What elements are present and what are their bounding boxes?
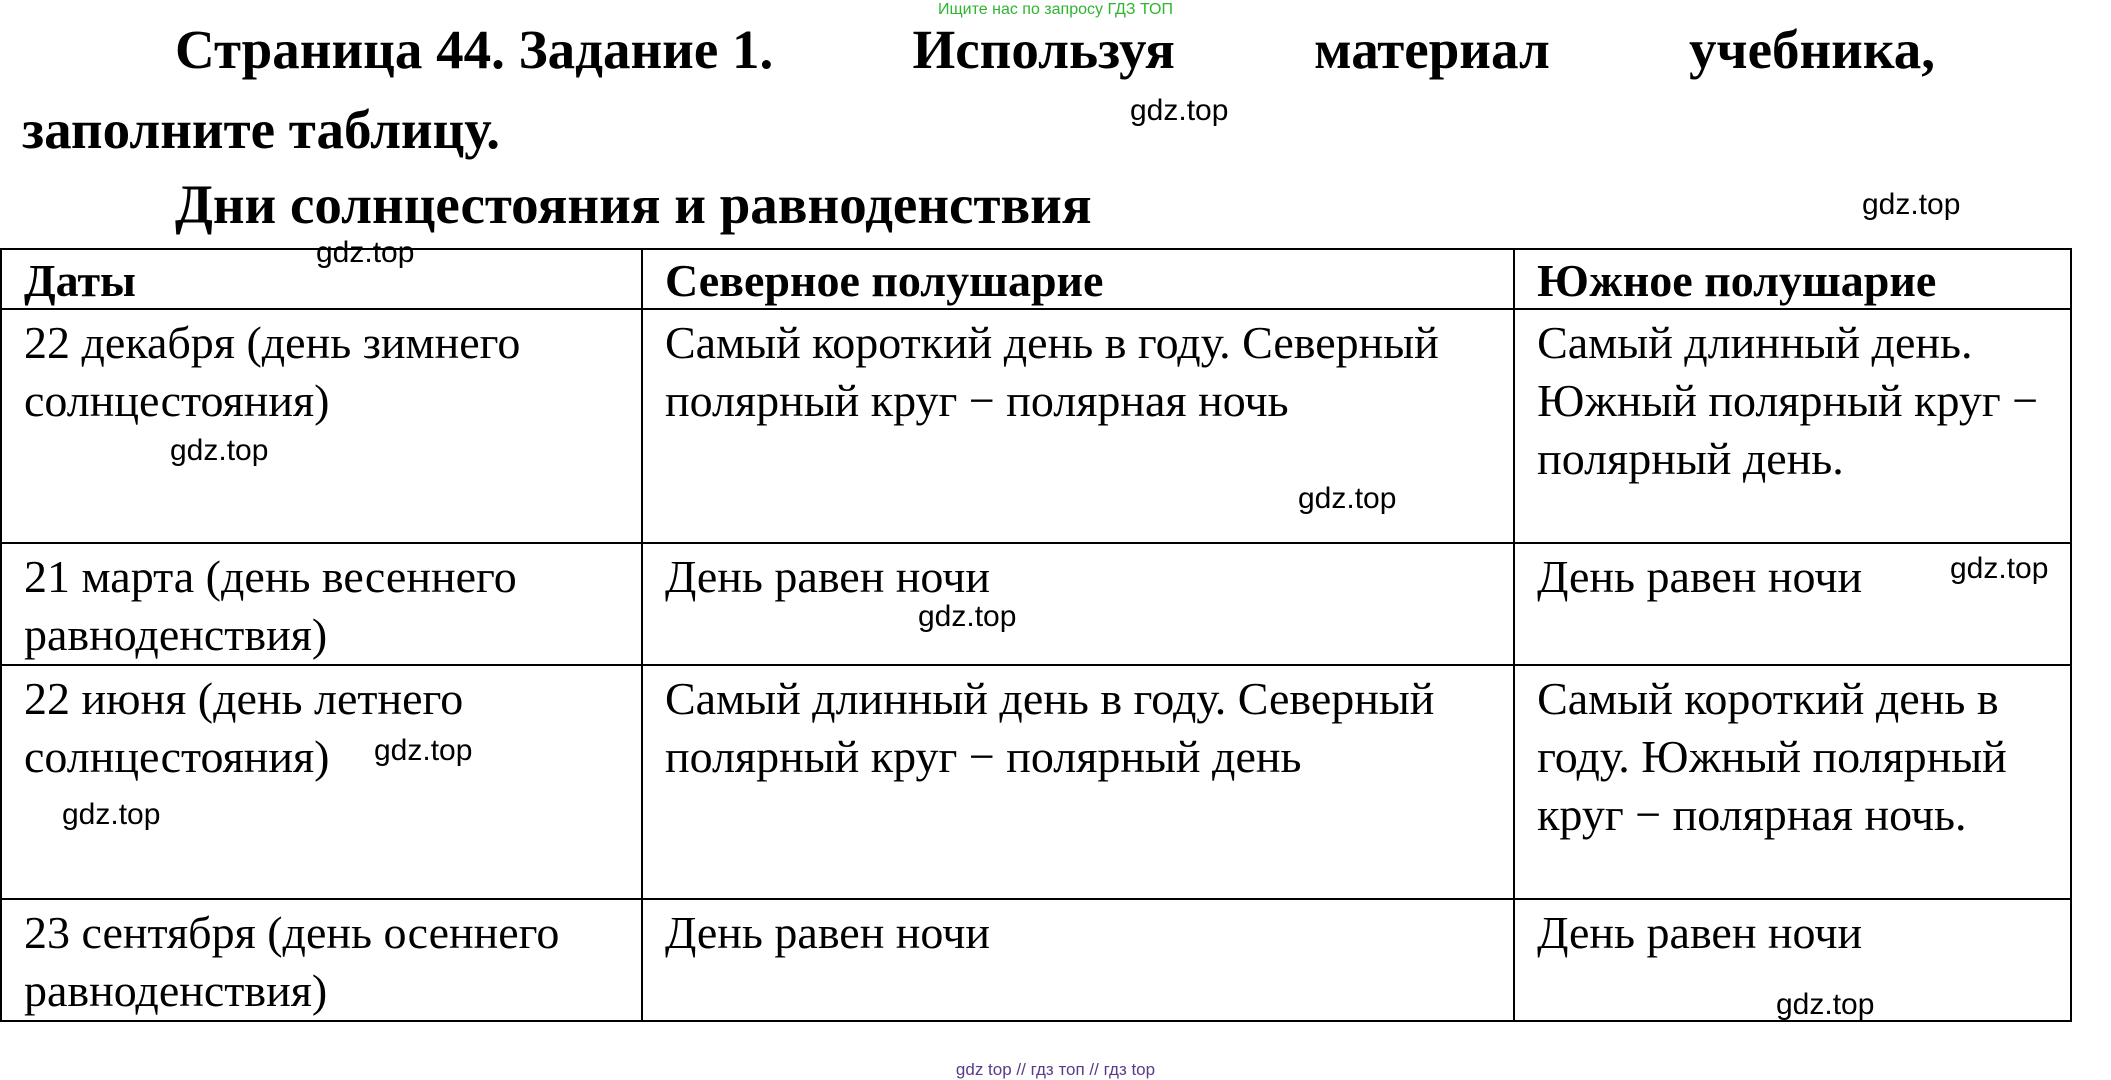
task-heading-line1 [175,20,1935,80]
cell-date: 21 марта (день весеннего равноденствия) [1,543,642,665]
cell-date: 22 июня (день летнего солнцестояния) [1,665,642,899]
heading-word-4: учебника, [1689,19,1935,80]
watermark: gdz.top [1298,482,1397,515]
top-banner: Ищите нас по запросу ГДЗ ТОП [938,1,1173,18]
header-dates: Даты [1,249,642,309]
cell-north: День равен ночи [642,899,1514,1021]
watermark: gdz.top [62,798,161,831]
table-row [1,665,2071,899]
cell-north: Самый короткий день в году. Северный полярный круг − полярная ночь [642,309,1514,543]
cell-south: День равен ночи [1514,899,2071,1021]
table-row [1,899,2071,1021]
cell-south: Самый короткий день в году. Южный полярный круг − полярная ночь. [1514,665,2071,899]
header-south: Южное полушарие [1514,249,2071,309]
heading-word-3: материал [1314,19,1550,80]
cell-north: Самый длинный день в году. Северный полярный круг − полярный день [642,665,1514,899]
watermark: gdz.top [1862,188,1961,221]
cell-north: День равен ночи [642,543,1514,665]
solstice-table [0,248,2072,1022]
heading-word-1: Страница 44. Задание 1. [175,19,774,80]
watermark: gdz.top [1950,552,2049,585]
footer-watermark: gdz top // гдз топ // гдз top [955,1060,1156,1079]
watermark: gdz.top [374,734,473,767]
watermark: gdz.top [316,236,415,269]
watermark: gdz.top [1776,988,1875,1021]
header-north: Северное полушарие [642,249,1514,309]
table-header-row [1,249,2071,309]
table-row [1,543,2071,665]
watermark: gdz.top [170,434,269,467]
task-heading-line2: заполните таблицу. [22,99,501,160]
table-title: Дни солнцестояния и равноденствия [175,174,1092,235]
watermark: gdz.top [918,600,1017,633]
heading-word-2: Используя [912,19,1175,80]
cell-south: Самый длинный день. Южный полярный круг − полярный день. [1514,309,2071,543]
table-row [1,309,2071,543]
watermark: gdz.top [1130,94,1229,127]
cell-date: 23 сентября (день осеннего равноденствия) [1,899,642,1021]
cell-date: 22 декабря (день зимнего солнцестояния) [1,309,642,543]
cell-south: День равен ночи [1514,543,2071,665]
